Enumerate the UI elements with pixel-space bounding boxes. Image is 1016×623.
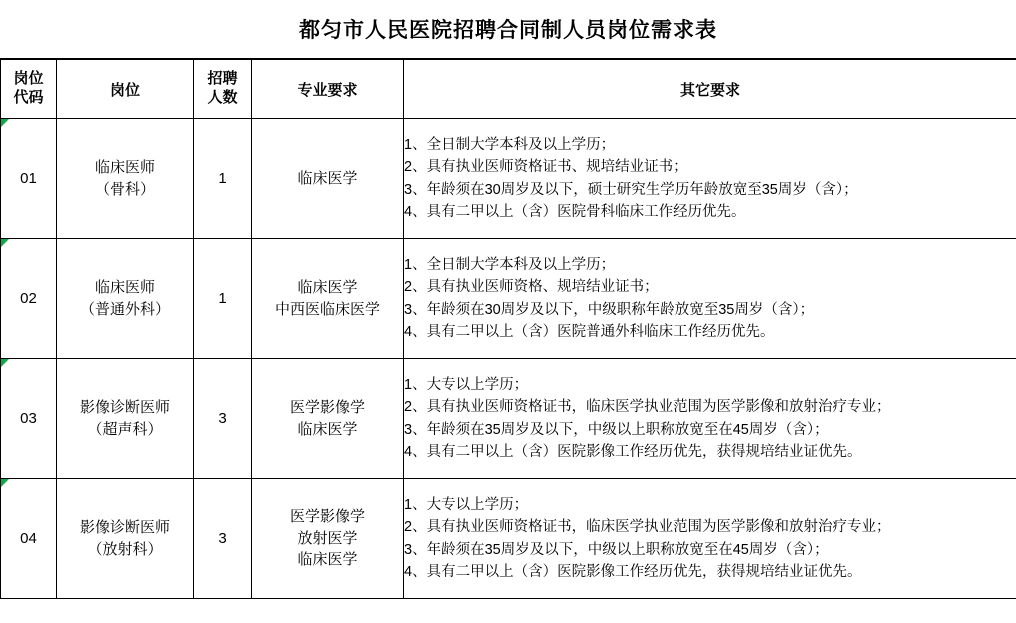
cell-post-text: 临床医师 （骨科） bbox=[94, 158, 155, 198]
column-header-other-text: 其它要求 bbox=[679, 81, 740, 99]
cell-post bbox=[57, 119, 194, 239]
cell-count-text: 3 bbox=[218, 529, 227, 547]
job-requirements-table bbox=[0, 59, 1016, 599]
cell-major-text: 医学影像学 临床医学 bbox=[289, 398, 365, 438]
column-header-other bbox=[404, 60, 1016, 119]
cell-count-text: 1 bbox=[218, 169, 227, 187]
column-header-post bbox=[57, 60, 194, 119]
cell-post-text: 临床医师 （普通外科） bbox=[79, 278, 170, 318]
cell-post-text: 影像诊断医师 （超声科） bbox=[79, 398, 170, 438]
cell-code-text: 03 bbox=[20, 409, 37, 427]
cell-major bbox=[252, 119, 404, 239]
table-header bbox=[1, 60, 1016, 119]
cell-other: 1、大专以上学历； 2、具有执业医师资格证书，临床医学执业范围为医学影像和放射治疗专业； 3、年龄须在35周岁及以下，中级以上职称放宽至在45周岁（含）； 4、具有二甲以上（含）医院影像工作经历优先，获得规培结业证优先。 bbox=[404, 479, 1016, 599]
cell-other: 1、大专以上学历； 2、具有执业医师资格证书，临床医学执业范围为医学影像和放射治疗专业； 3、年龄须在35周岁及以下，中级以上职称放宽至在45周岁（含）； 4、具有二甲以上（含）医院影像工作经历优先，获得规培结业证优先。 bbox=[404, 359, 1016, 479]
page-title: 都匀市人民医院招聘合同制人员岗位需求表 bbox=[299, 19, 717, 42]
document-title-row bbox=[0, 0, 1016, 59]
cell-code bbox=[1, 119, 57, 239]
column-header-major-text: 专业要求 bbox=[297, 81, 358, 99]
cell-post bbox=[57, 239, 194, 359]
column-header-code bbox=[1, 60, 57, 119]
green-corner-marker-icon bbox=[1, 359, 9, 367]
table-row bbox=[1, 119, 1016, 239]
cell-major-text: 医学影像学 放射医学 临床医学 bbox=[289, 507, 365, 569]
cell-count-text: 3 bbox=[218, 409, 227, 427]
green-corner-marker-icon bbox=[1, 119, 9, 127]
cell-major bbox=[252, 239, 404, 359]
column-header-code-text: 岗位 代码 bbox=[13, 70, 44, 106]
column-header-major bbox=[252, 60, 404, 119]
green-corner-marker-icon bbox=[1, 479, 9, 487]
green-corner-marker-icon bbox=[1, 239, 9, 247]
table-body bbox=[1, 119, 1016, 599]
cell-count-text: 1 bbox=[218, 289, 227, 307]
cell-count bbox=[194, 119, 252, 239]
cell-post bbox=[57, 359, 194, 479]
cell-other: 1、全日制大学本科及以上学历； 2、具有执业医师资格、规培结业证书； 3、年龄须在30周岁及以下，中级职称年龄放宽至35周岁（含）； 4、具有二甲以上（含）医院普通外科临床工作经历优先。 bbox=[404, 239, 1016, 359]
cell-code-text: 04 bbox=[20, 529, 37, 547]
table-row bbox=[1, 479, 1016, 599]
cell-count bbox=[194, 239, 252, 359]
cell-count bbox=[194, 359, 252, 479]
cell-major-text: 临床医学 中西医临床医学 bbox=[274, 278, 380, 318]
table-header-row bbox=[1, 60, 1016, 119]
column-header-count-text: 招聘 人数 bbox=[207, 70, 238, 106]
column-header-post-text: 岗位 bbox=[109, 81, 140, 99]
cell-code-text: 01 bbox=[20, 169, 37, 187]
cell-count bbox=[194, 479, 252, 599]
cell-other: 1、全日制大学本科及以上学历； 2、具有执业医师资格证书、规培结业证书； 3、年龄须在30周岁及以下，硕士研究生学历年龄放宽至35周岁（含）； 4、具有二甲以上（含）医院骨科临床工作经历优先。 bbox=[404, 119, 1016, 239]
table-row bbox=[1, 239, 1016, 359]
cell-code bbox=[1, 479, 57, 599]
cell-major bbox=[252, 359, 404, 479]
cell-code-text: 02 bbox=[20, 289, 37, 307]
cell-post bbox=[57, 479, 194, 599]
cell-code bbox=[1, 239, 57, 359]
cell-post-text: 影像诊断医师 （放射科） bbox=[79, 518, 170, 558]
cell-major-text: 临床医学 bbox=[297, 169, 358, 187]
cell-major bbox=[252, 479, 404, 599]
table-row bbox=[1, 359, 1016, 479]
column-header-count bbox=[194, 60, 252, 119]
cell-code bbox=[1, 359, 57, 479]
